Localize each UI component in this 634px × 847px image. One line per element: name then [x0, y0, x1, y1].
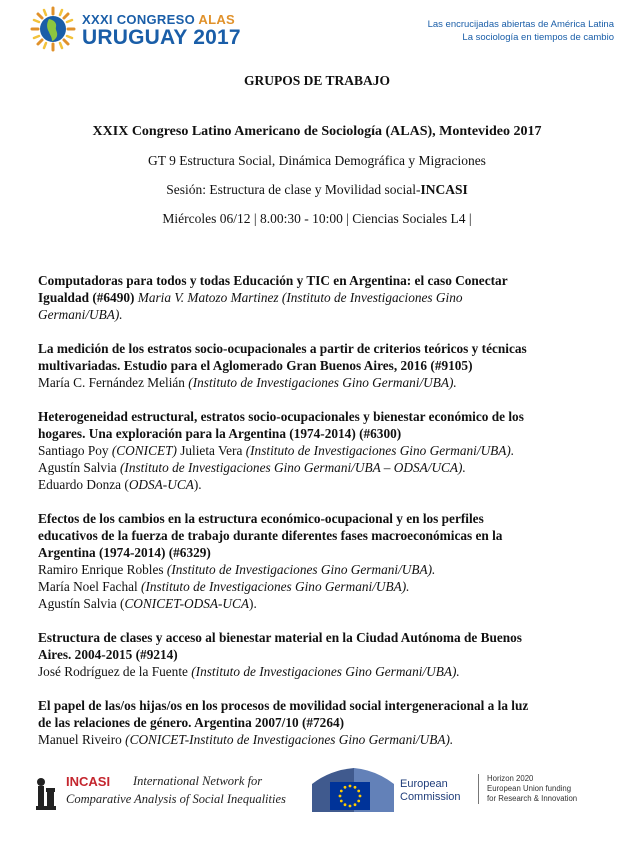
- paper-author: José Rodríguez de la Fuente (Instituto de Investigaciones Gino Germani/UBA).: [38, 664, 460, 679]
- page-footer: [0, 760, 634, 820]
- paper-title: multivariadas. Estudio para el Aglomerado Gran Buenos Aires, 2016 (#9105): [38, 358, 473, 373]
- paper-author: Ramiro Enrique Robles (Instituto de Investigaciones Gino Germani/UBA).: [38, 562, 436, 577]
- paper-item: [38, 408, 598, 493]
- working-group-title: GT 9 Estructura Social, Dinámica Demográfica y Migraciones: [148, 153, 486, 168]
- paper-title: La medición de los estratos socio-ocupacionales a partir de criterios teóricos y técnicas: [38, 341, 527, 356]
- alas-congress-logo: [30, 6, 241, 56]
- logo-congress-label: XXXI CONGRESO ALAS: [82, 12, 236, 27]
- incasi-tagline-2: Comparative Analysis of Social Inequalities: [66, 792, 286, 806]
- paper-title: hogares. Una exploración para la Argentina (1974-2014) (#6300): [38, 426, 402, 441]
- paper-title: Aires. 2004-2015 (#9214): [38, 647, 178, 662]
- papers-list: [38, 272, 598, 765]
- paper-item: [38, 629, 598, 680]
- paper-item: [38, 697, 598, 748]
- paper-item: [38, 340, 598, 391]
- session-date-location: Miércoles 06/12 | 8.00:30 - 10:00 | Ciencias Sociales L4 |: [162, 211, 472, 226]
- paper-item: [38, 272, 598, 323]
- paper-author: Agustín Salvia (Instituto de Investigaciones Gino Germani/UBA – ODSA/UCA).: [38, 460, 466, 475]
- tagline-line-2: La sociología en tiempos de cambio: [462, 32, 614, 43]
- european-commission-logo: [310, 764, 470, 816]
- paper-author: María Noel Fachal (Instituto de Investigaciones Gino Germani/UBA).: [38, 579, 410, 594]
- horizon-2020-label: Horizon 2020 European Union funding for Research & Innovation: [478, 774, 577, 804]
- paper-title: Argentina (1974-2014) (#6329): [38, 545, 211, 560]
- incasi-tagline-1: International Network for: [133, 774, 263, 788]
- ec-building-icon: [310, 764, 396, 816]
- paper-author: Santiago Poy (CONICET) Julieta Vera (Instituto de Investigaciones Gino Germani/UBA).: [38, 443, 515, 458]
- paper-title: de las relaciones de género. Argentina 2007/10 (#7264): [38, 715, 345, 730]
- document-heading: GRUPOS DE TRABAJO: [243, 73, 391, 88]
- congress-title: XXIX Congreso Latino Americano de Sociología (ALAS), Montevideo 2017: [92, 124, 542, 139]
- incasi-name: INCASI: [66, 774, 111, 789]
- chess-pieces-icon: [34, 772, 58, 812]
- tagline-line-1: Las encrucijadas abiertas de América Latina: [427, 19, 614, 30]
- paper-title: Estructura de clases y acceso al bienestar material en la Ciudad Autónoma de Buenos: [38, 630, 522, 645]
- ec-wordmark: European Commission: [400, 778, 461, 803]
- paper-author: Maria V. Matozo Martinez (Instituto de Investigaciones Gino: [134, 290, 463, 305]
- paper-author: María C. Fernández Melián (Instituto de Investigaciones Gino Germani/UBA).: [38, 375, 457, 390]
- paper-author: Manuel Riveiro (CONICET-Instituto de Investigaciones Gino Germani/UBA).: [38, 732, 454, 747]
- page-header: [0, 0, 634, 60]
- paper-title: Igualdad (#6490): [38, 290, 135, 305]
- sun-globe-icon: [30, 6, 76, 52]
- paper-title: El papel de las/os hijas/os en los procesos de movilidad social intergeneracional a la luz: [38, 698, 529, 713]
- paper-author: Agustín Salvia (CONICET-ODSA-UCA).: [38, 596, 257, 611]
- incasi-logo: [34, 772, 286, 812]
- session-title: Sesión: Estructura de clase y Movilidad social-INCASI: [166, 182, 468, 197]
- paper-institution: Germani/UBA).: [38, 307, 123, 322]
- paper-title: Efectos de los cambios en la estructura económico-ocupacional y en los perfiles: [38, 511, 484, 526]
- paper-title: educativos de la fuerza de trabajo durante diferentes fases macroeconómicas en la: [38, 528, 503, 543]
- paper-author: Eduardo Donza (ODSA-UCA).: [38, 477, 202, 492]
- congress-tagline: [428, 18, 614, 44]
- paper-item: [38, 510, 598, 612]
- paper-title: Computadoras para todos y todas Educación y TIC en Argentina: el caso Conectar: [38, 273, 508, 288]
- logo-country-year: URUGUAY 2017: [82, 26, 241, 49]
- paper-title: Heterogeneidad estructural, estratos socio-ocupacionales y bienestar económico de los: [38, 409, 524, 424]
